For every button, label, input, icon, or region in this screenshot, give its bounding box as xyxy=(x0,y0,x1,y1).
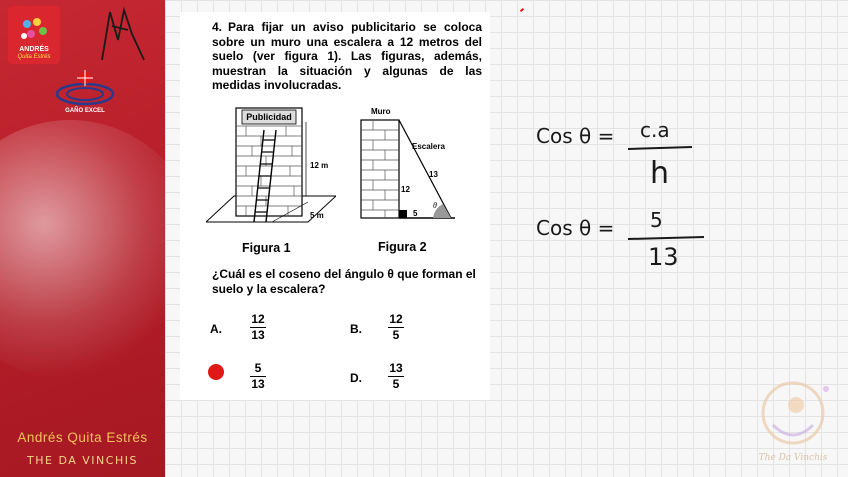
figure-1-caption: Figura 1 xyxy=(242,241,291,255)
option-a-letter: A. xyxy=(210,322,222,336)
line1-den: h xyxy=(650,156,670,191)
base-label: 5 m xyxy=(310,211,324,220)
smoke-decoration xyxy=(0,120,165,380)
brand-subtitle: THE DA VINCHIS xyxy=(27,454,138,467)
sign-label: Publicidad xyxy=(246,112,292,122)
logo-text-1: ANDRÉS xyxy=(19,46,49,53)
gano-excel-text: GAÑO EXCEL xyxy=(65,108,105,114)
wall-label: Muro xyxy=(371,107,391,116)
option-c-fraction[interactable] xyxy=(250,362,266,391)
option-c-num: 5 xyxy=(254,361,262,375)
option-d-letter: D. xyxy=(350,371,362,385)
line1-num: c.a xyxy=(640,118,670,142)
signature-icon xyxy=(98,4,148,64)
option-b-den: 5 xyxy=(392,328,400,343)
option-a-den: 13 xyxy=(251,328,265,343)
line2-num: 5 xyxy=(650,208,663,232)
question-text: ¿Cuál es el coseno del ángulo θ que forman el suelo y la escalera? xyxy=(212,267,476,296)
option-b-fraction[interactable] xyxy=(388,313,404,342)
selected-answer-marker[interactable] xyxy=(208,364,224,380)
option-a-fraction[interactable] xyxy=(250,313,266,342)
handwritten-solution xyxy=(530,115,720,275)
ladder-label: Escalera xyxy=(412,142,445,151)
problem-sheet xyxy=(180,12,490,400)
gano-excel-logo xyxy=(54,68,116,120)
option-d-fraction[interactable] xyxy=(388,362,404,391)
base-label-2: 5 xyxy=(413,209,418,218)
height-label: 12 m xyxy=(310,161,329,170)
line1-lhs: Cos θ = xyxy=(536,124,615,148)
leg-label: 12 xyxy=(401,185,410,194)
option-a-num: 12 xyxy=(251,312,265,326)
problem-statement xyxy=(212,20,482,93)
brand-sidebar xyxy=(0,0,165,477)
option-b-num: 12 xyxy=(389,312,403,326)
davinchis-watermark xyxy=(748,375,838,475)
line2-lhs: Cos θ = xyxy=(536,216,615,240)
watermark-text: The Da Vinchis xyxy=(758,453,828,463)
figure-2 xyxy=(355,104,465,234)
option-c-den: 13 xyxy=(251,377,265,392)
logo-text-2: Quita Estrés xyxy=(17,54,51,60)
problem-number: 4. xyxy=(212,20,223,34)
watermark-emblem-icon xyxy=(748,375,838,455)
globe-logo-icon xyxy=(54,68,116,108)
fraction-line-2 xyxy=(628,237,704,239)
andres-logo xyxy=(8,6,60,64)
option-d-den: 5 xyxy=(392,377,400,392)
line2-den: 13 xyxy=(648,243,679,271)
brand-name: Andrés Quita Estrés xyxy=(17,430,148,445)
option-d-num: 13 xyxy=(389,361,403,375)
fraction-line-1 xyxy=(628,147,692,149)
problem-text: Para fijar un aviso publicitario se coloca sobre un muro una escalera a 12 metros del suelo (ver figura 1). Las figuras, además, muestran la situación y algunas de las medidas involucradas. xyxy=(212,20,482,92)
hyp-label: 13 xyxy=(429,170,438,179)
theta-label: θ xyxy=(433,201,437,210)
molecule-icon xyxy=(19,16,49,42)
option-b-letter: B. xyxy=(350,322,362,336)
figure-1 xyxy=(206,104,336,234)
figure-2-caption: Figura 2 xyxy=(378,240,427,254)
